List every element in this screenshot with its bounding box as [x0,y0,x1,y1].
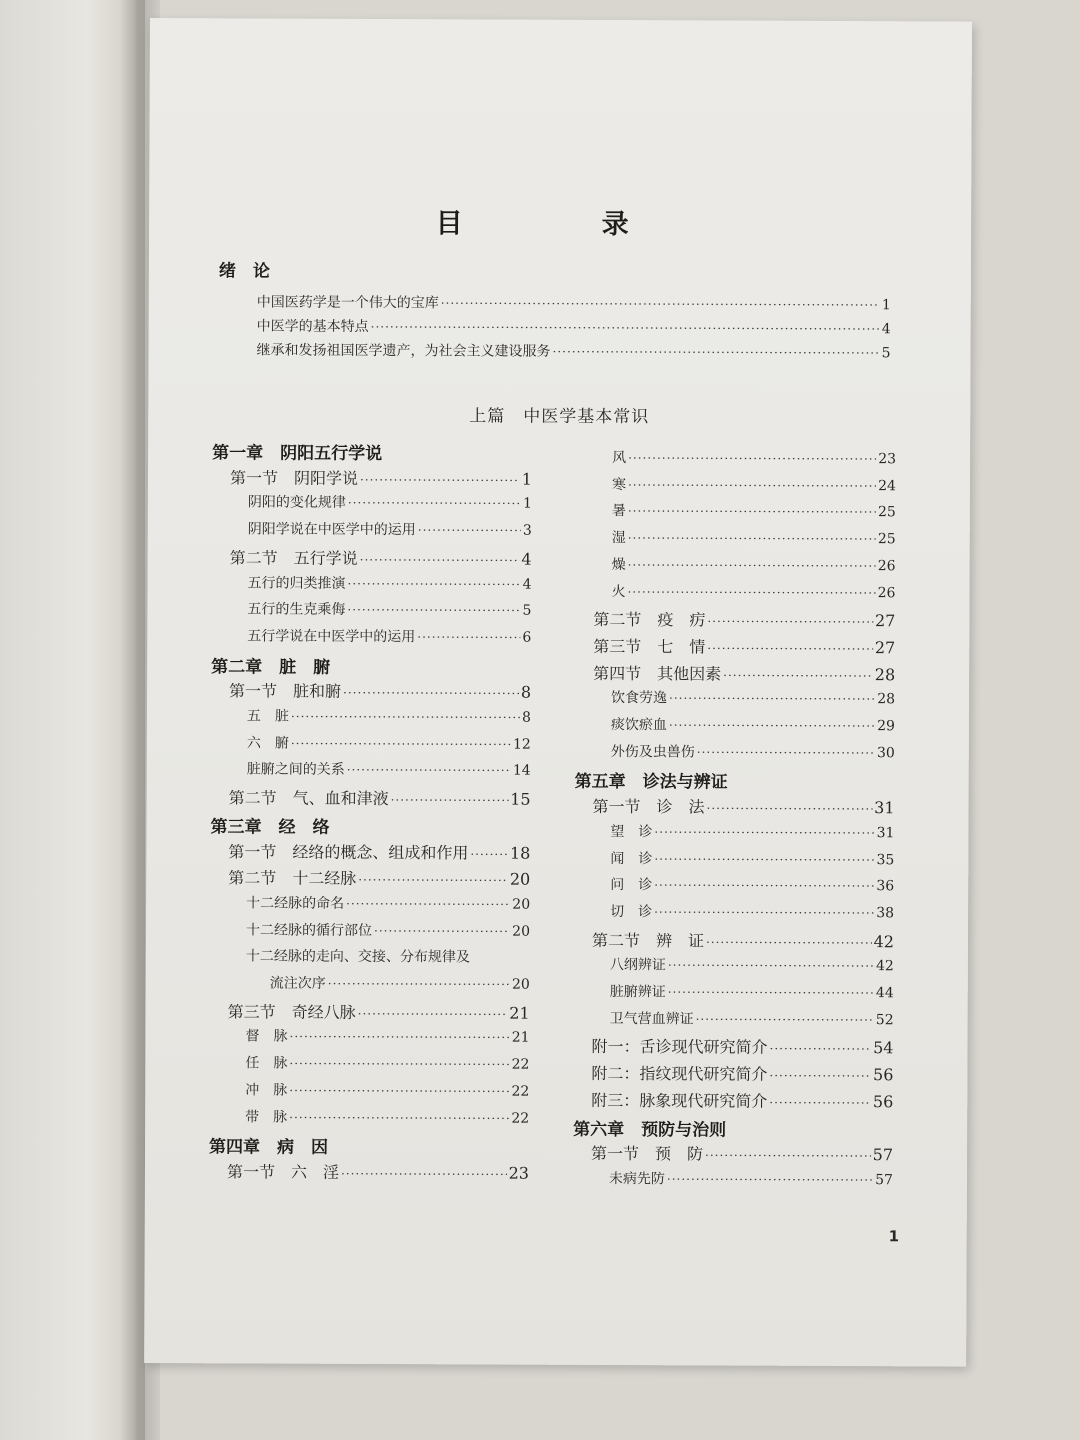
toc-entry-page: 56 [872,1091,894,1112]
toc-entry [248,519,532,540]
toc-entry [246,892,530,913]
toc-leader-dots [358,873,508,888]
toc-leader-dots [358,1007,508,1022]
toc-entry-label: 湿 [611,530,626,547]
toc-entry-label: 风 [612,450,627,467]
toc-entry-label: 卫气营血辨证 [609,1010,694,1028]
toc-entry [611,687,895,708]
toc-chapter-heading: 第一章 阴阳五行学说 [212,443,383,465]
toc-entry-label: 五行学说在中医学中的运用 [247,628,416,646]
toc-entry-label: 五行的归类推演 [247,574,346,592]
toc-leader-dots [441,296,880,312]
toc-entry-page: 54 [873,1038,894,1058]
toc-entry [612,527,896,548]
toc-entry-page: 4 [881,321,891,338]
toc-leader-dots [289,1110,509,1125]
toc-entry [612,500,896,521]
toc-entry-label: 第一节 六 淫 [226,1162,340,1182]
intro-heading: 绪 论 [218,261,270,282]
toc-entry-page: 23 [508,1163,530,1183]
toc-entry-page: 31 [874,798,895,818]
toc-entry [257,339,891,362]
toc-entry-page: 26 [877,557,896,575]
toc-entry-label: 第一节 阴阳学说 [229,468,359,488]
toc-entry-label: 第一节 诊 法 [592,797,705,817]
toc-leader-dots [668,985,874,1000]
toc-entry [246,919,530,940]
toc-entry [612,447,896,468]
toc-leader-dots [628,451,876,466]
toc-chapter-heading: 第四章 病 因 [209,1137,329,1158]
toc-entry-label: 燥 [611,556,626,573]
toc-entry [610,821,894,842]
toc-entry-page: 27 [874,611,896,631]
toc-entry [245,1106,529,1127]
toc-leader-dots [668,959,874,974]
toc-entry [245,1079,529,1100]
toc-entry [228,839,530,863]
toc-entry [257,315,891,338]
toc-leader-dots [347,603,520,618]
toc-leader-dots [669,718,875,733]
toc-leader-dots [341,1167,507,1182]
toc-entry-page: 14 [512,762,531,780]
toc-entry-label: 阴阳的变化规律 [247,494,346,512]
toc-entry-page: 18 [509,843,531,863]
toc-leader-dots [627,585,875,600]
toc-entry-label: 脏腑之间的关系 [246,761,345,779]
toc-leader-dots [328,977,510,992]
toc-entry [592,928,894,952]
toc-entry-label: 十二经脉的走向、交接、分布规律及 [245,948,470,966]
toc-entry-label: 第四节 其他因素 [593,663,722,684]
toc-entry-page: 4 [522,576,532,593]
toc-entry-label: 饮食劳逸 [611,690,668,707]
toc-entry [611,581,895,602]
toc-leader-dots [628,558,876,573]
toc-entry-page: 24 [878,477,897,494]
toc-entry-page: 25 [877,504,896,521]
toc-leader-dots [697,745,875,760]
toc-entry-label: 八纲辨证 [609,957,666,974]
toc-entry-page: 20 [512,923,531,940]
toc-entry-label: 中国医药学是一个伟大的宝库 [256,294,439,312]
toc-entry-label: 暑 [611,503,626,520]
toc-leader-dots [654,905,874,920]
toc-leader-dots [417,630,520,644]
toc-entry [247,705,531,726]
toc-entry-label: 附二：指纹现代研究简介 [591,1064,768,1084]
toc-entry-label: 流注次序 [269,975,326,992]
toc-entry [610,874,894,895]
toc-entry [593,661,895,685]
toc-entry-page: 27 [874,638,896,658]
toc-entry-label: 切 诊 [610,903,653,921]
toc-chapter-heading: 第二章 脏 腑 [211,656,331,678]
toc-leader-dots [289,1083,509,1098]
toc-entry [610,1008,894,1029]
toc-entry [247,572,531,593]
toc-entry [609,1168,893,1189]
toc-entry [591,1034,893,1058]
toc-leader-dots [723,668,873,683]
toc-entry-page: 25 [877,531,896,548]
toc-leader-dots [769,1042,871,1056]
toc-entry-label: 带 脉 [245,1108,288,1126]
toc-leader-dots [705,1149,871,1164]
toc-entry-page: 28 [877,691,896,708]
toc-entry-page: 22 [511,1083,530,1100]
toc-leader-dots [348,496,521,511]
toc-entry-label: 第二节 五行学说 [229,548,358,568]
toc-entry-page: 35 [876,851,895,868]
toc-leader-dots [706,935,872,950]
toc-leader-dots [346,897,510,912]
toc-entry-label: 未病先防 [608,1170,665,1188]
toc-entry [229,679,531,703]
toc-leader-dots [696,1012,874,1027]
toc-leader-dots [374,924,510,939]
toc-entry-page: 52 [875,1011,894,1028]
toc-entry-page: 1 [521,469,533,489]
toc-entry [593,634,895,658]
toc-entry [227,1159,529,1183]
toc-entry-page: 44 [875,985,894,1002]
toc-leader-dots [769,1069,871,1083]
toc-entry-label: 第三节 奇经八脉 [227,1002,356,1022]
toc-entry-label: 外伤及虫兽伤 [610,743,695,761]
toc-entry-label: 督 脉 [245,1028,288,1046]
toc-entry [247,759,531,780]
part-title: 上篇 中医学基本常识 [469,406,650,428]
toc-entry [610,981,894,1002]
toc-entry-page: 8 [520,682,532,702]
toc-leader-dots [391,793,509,808]
toc-entry-page: 5 [522,602,532,619]
toc-leader-dots [707,802,873,817]
toc-entry-page: 3 [522,522,532,539]
toc-entry-label: 五行的生克乘侮 [247,601,346,619]
page-number: 1 [888,1227,900,1246]
toc-entry [591,1141,893,1165]
toc-entry [248,492,532,513]
toc-leader-dots [707,641,873,656]
toc-leader-dots [654,852,874,867]
toc-entry-label: 附三：脉象现代研究简介 [591,1090,768,1111]
toc-entry-page: 4 [521,549,532,569]
toc-leader-dots [667,1172,873,1187]
toc-entry [228,866,530,890]
toc-entry [610,954,894,975]
toc-entry-page: 22 [511,1056,530,1073]
toc-entry [247,625,531,646]
toc-entry-label: 问 诊 [610,877,653,894]
toc-entry-page: 57 [872,1145,894,1165]
toc-leader-dots [291,736,511,751]
toc-entry-page: 57 [875,1172,893,1189]
toc-page [144,18,972,1367]
toc-entry [612,554,896,575]
toc-entry [247,599,531,620]
toc-entry-label: 望 诊 [610,823,653,840]
toc-entry [611,741,895,762]
toc-leader-dots [371,320,880,336]
toc-chapter-heading: 第三章 经 络 [210,817,330,838]
toc-entry-page: 12 [512,736,531,753]
toc-entry-label: 第一节 预 防 [591,1144,704,1164]
toc-entry [246,1026,530,1047]
toc-entry-page: 31 [876,824,895,842]
toc-entry [257,291,891,314]
toc-entry-label: 十二经脉的循行部位 [245,922,373,939]
toc-entry-label: 第一节 脏和腑 [229,681,342,702]
toc-entry-page: 21 [509,1003,530,1023]
toc-entry-label: 第二节 气、血和津液 [228,788,389,809]
toc-entry-page: 20 [509,869,531,889]
toc-entry-page: 5 [881,345,891,362]
toc-entry [270,973,530,994]
toc-entry [245,1053,529,1074]
toc-entry-page: 20 [512,896,531,913]
toc-entry-page: 29 [877,718,895,735]
toc-entry-page: 56 [872,1065,894,1085]
toc-leader-dots [343,686,519,701]
toc-leader-dots [669,692,875,707]
toc-entry-page: 36 [876,878,895,895]
toc-leader-dots [707,615,873,630]
toc-entry-page: 42 [873,931,895,951]
toc-leader-dots [628,531,876,546]
toc-entry-label: 第二节 十二经脉 [228,868,357,889]
toc-entry [612,474,896,495]
toc-entry [228,999,530,1023]
toc-entry-label: 附一：舌诊现代研究简介 [591,1037,768,1058]
toc-entry [230,545,532,569]
toc-entry-page: 21 [511,1029,530,1047]
toc-entry-page: 6 [522,629,532,646]
toc-leader-dots [360,553,520,568]
toc-entry-page: 30 [876,744,895,761]
toc-chapter-heading: 第五章 诊法与辨证 [574,772,728,793]
toc-leader-dots [769,1096,871,1110]
toc-entry [610,848,894,869]
toc-chapter-heading: 第六章 预防与治则 [573,1119,727,1141]
toc-entry [593,607,895,631]
toc-leader-dots [628,504,876,519]
toc-entry-label: 中医学的基本特点 [256,318,369,335]
toc-entry [591,1061,893,1085]
toc-leader-dots [654,825,874,840]
toc-entry-label: 阴阳学说在中医学中的运用 [247,521,416,539]
toc-leader-dots [418,523,521,537]
toc-entry [593,794,895,818]
toc-leader-dots [289,1057,509,1072]
toc-leader-dots [348,576,521,591]
toc-entry-page: 23 [878,451,897,468]
toc-entry-page: 20 [511,976,530,993]
toc-leader-dots [553,345,880,360]
toc-entry-page: 15 [510,789,531,809]
toc-entry-label: 火 [611,583,626,600]
toc-entry-label: 第一节 经络的概念、组成和作用 [228,841,469,862]
toc-entry-label: 脏腑辨证 [609,984,666,1001]
toc-entry-page: 28 [874,664,896,684]
toc-leader-dots [628,478,876,493]
toc-entry-label: 闻 诊 [610,850,653,867]
toc-entry [591,1088,893,1112]
toc-entry-page: 26 [877,584,896,601]
toc-leader-dots [360,473,520,488]
toc-entry-page: 1 [881,297,891,314]
toc-entry [230,465,532,489]
toc-entry-label: 第二节 辨 证 [591,930,705,951]
toc-entry [610,901,894,922]
page-title: 目 录 [435,208,685,241]
toc-entry-page: 1 [522,496,532,513]
toc-leader-dots [290,1030,510,1045]
toc-entry-label: 痰饮瘀血 [610,717,667,734]
toc-entry-label: 继承和发扬祖国医学遗产，为社会主义建设服务 [256,342,551,360]
toc-entry-label: 寒 [611,476,627,493]
toc-entry-label: 五 脏 [246,708,289,725]
toc-entry-label: 第三节 七 情 [593,636,706,657]
toc-entry-page: 42 [876,958,894,975]
toc-entry-page: 8 [521,709,531,726]
toc-leader-dots [291,710,520,725]
toc-entry-page: 38 [876,905,895,922]
toc-entry-page: 22 [511,1110,530,1127]
toc-entry-label: 六 腑 [246,735,289,752]
toc-entry-label: 任 脉 [245,1055,288,1072]
toc-entry-label: 十二经脉的命名 [246,895,345,912]
toc-entry-label: 冲 脉 [245,1082,288,1099]
toc-entry-label: 第二节 疫 疠 [593,610,706,630]
toc-entry [247,732,531,753]
toc-entry [229,785,531,809]
toc-leader-dots [654,878,874,893]
toc-leader-dots [347,763,511,778]
toc-entry [246,946,530,967]
toc-leader-dots [470,847,508,861]
toc-entry [611,714,895,735]
